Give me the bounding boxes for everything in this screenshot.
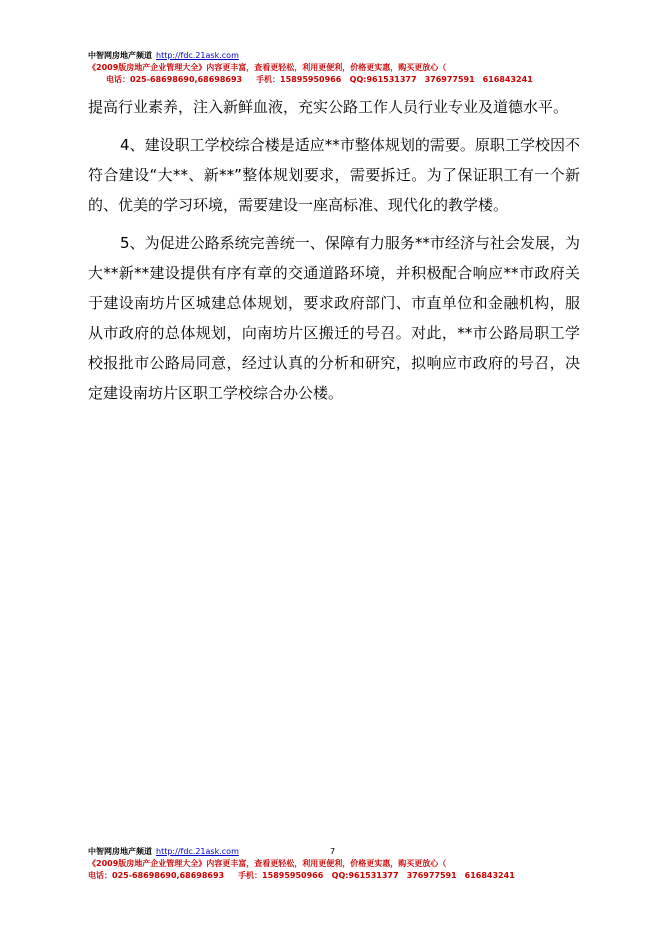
footer-site-name: 中智网房地产频道 [88, 847, 152, 856]
body-paragraph-1: 提高行业素养，注入新鲜血液，充实公路工作人员行业专业及道德水平。 [88, 98, 569, 116]
header-site-link[interactable]: http://fdc.21ask.com [156, 51, 239, 60]
footer-mobile: 手机：15895950966 [238, 871, 324, 880]
header-phone: 电话：025-68698690,68698693 [106, 75, 243, 84]
document-body [88, 92, 580, 408]
page-number: 7 [330, 847, 336, 856]
header-site-name: 中智网房地产频道 [88, 51, 152, 60]
footer-site-link[interactable]: http://fdc.21ask.com [156, 847, 239, 856]
footer-qq-label: QQ: [331, 871, 349, 880]
body-paragraph-2: 4、建设职工学校综合楼是适应**市整体规划的需要。原职工学校因不符合建设“大**、新**”整体规划要求，需要拆迁。为了保证职工有一个新的、优美的学习环境，需要建设一座高标准、现代化的教学楼。 [88, 136, 580, 214]
header-mobile: 手机：15895950966 [256, 75, 342, 84]
body-paragraph-3: 5、为促进公路系统完善统一、保障有力服务**市经济与社会发展，为大**新**建设提供有序有章的交通道路环境，并积极配合响应**市政府关于建设南坊片区城建总体规划，要求政府部门、市直单位和金融机构，服从市政府的总体规划，向南坊片区搬迁的号召。对此，**市公路局职工学校报批市公路局同意，经过认真的分析和研究，拟响应市政府的号召，决定建设南坊片区职工学校综合办公楼。 [88, 234, 580, 402]
footer-promo: 《2009版房地产企业管理大全》内容更丰富，查看更轻松，利用更便利，价格更实惠，购买更放心（ [88, 859, 447, 868]
footer-contact-line [88, 870, 515, 881]
header-promo: 《2009版房地产企业管理大全》内容更丰富，查看更轻松，利用更便利，价格更实惠，购买更放心（ [88, 63, 447, 72]
footer-qq-numbers: 961531377 376977591 616843241 [348, 871, 515, 880]
footer-phone: 电话：025-68698690,68698693 [88, 871, 225, 880]
header-site-line [88, 50, 239, 61]
footer-site-line [88, 846, 239, 857]
header-contact-line [106, 74, 533, 85]
header-qq-numbers: 961531377 376977591 616843241 [366, 75, 533, 84]
header-qq-label: QQ: [349, 75, 367, 84]
